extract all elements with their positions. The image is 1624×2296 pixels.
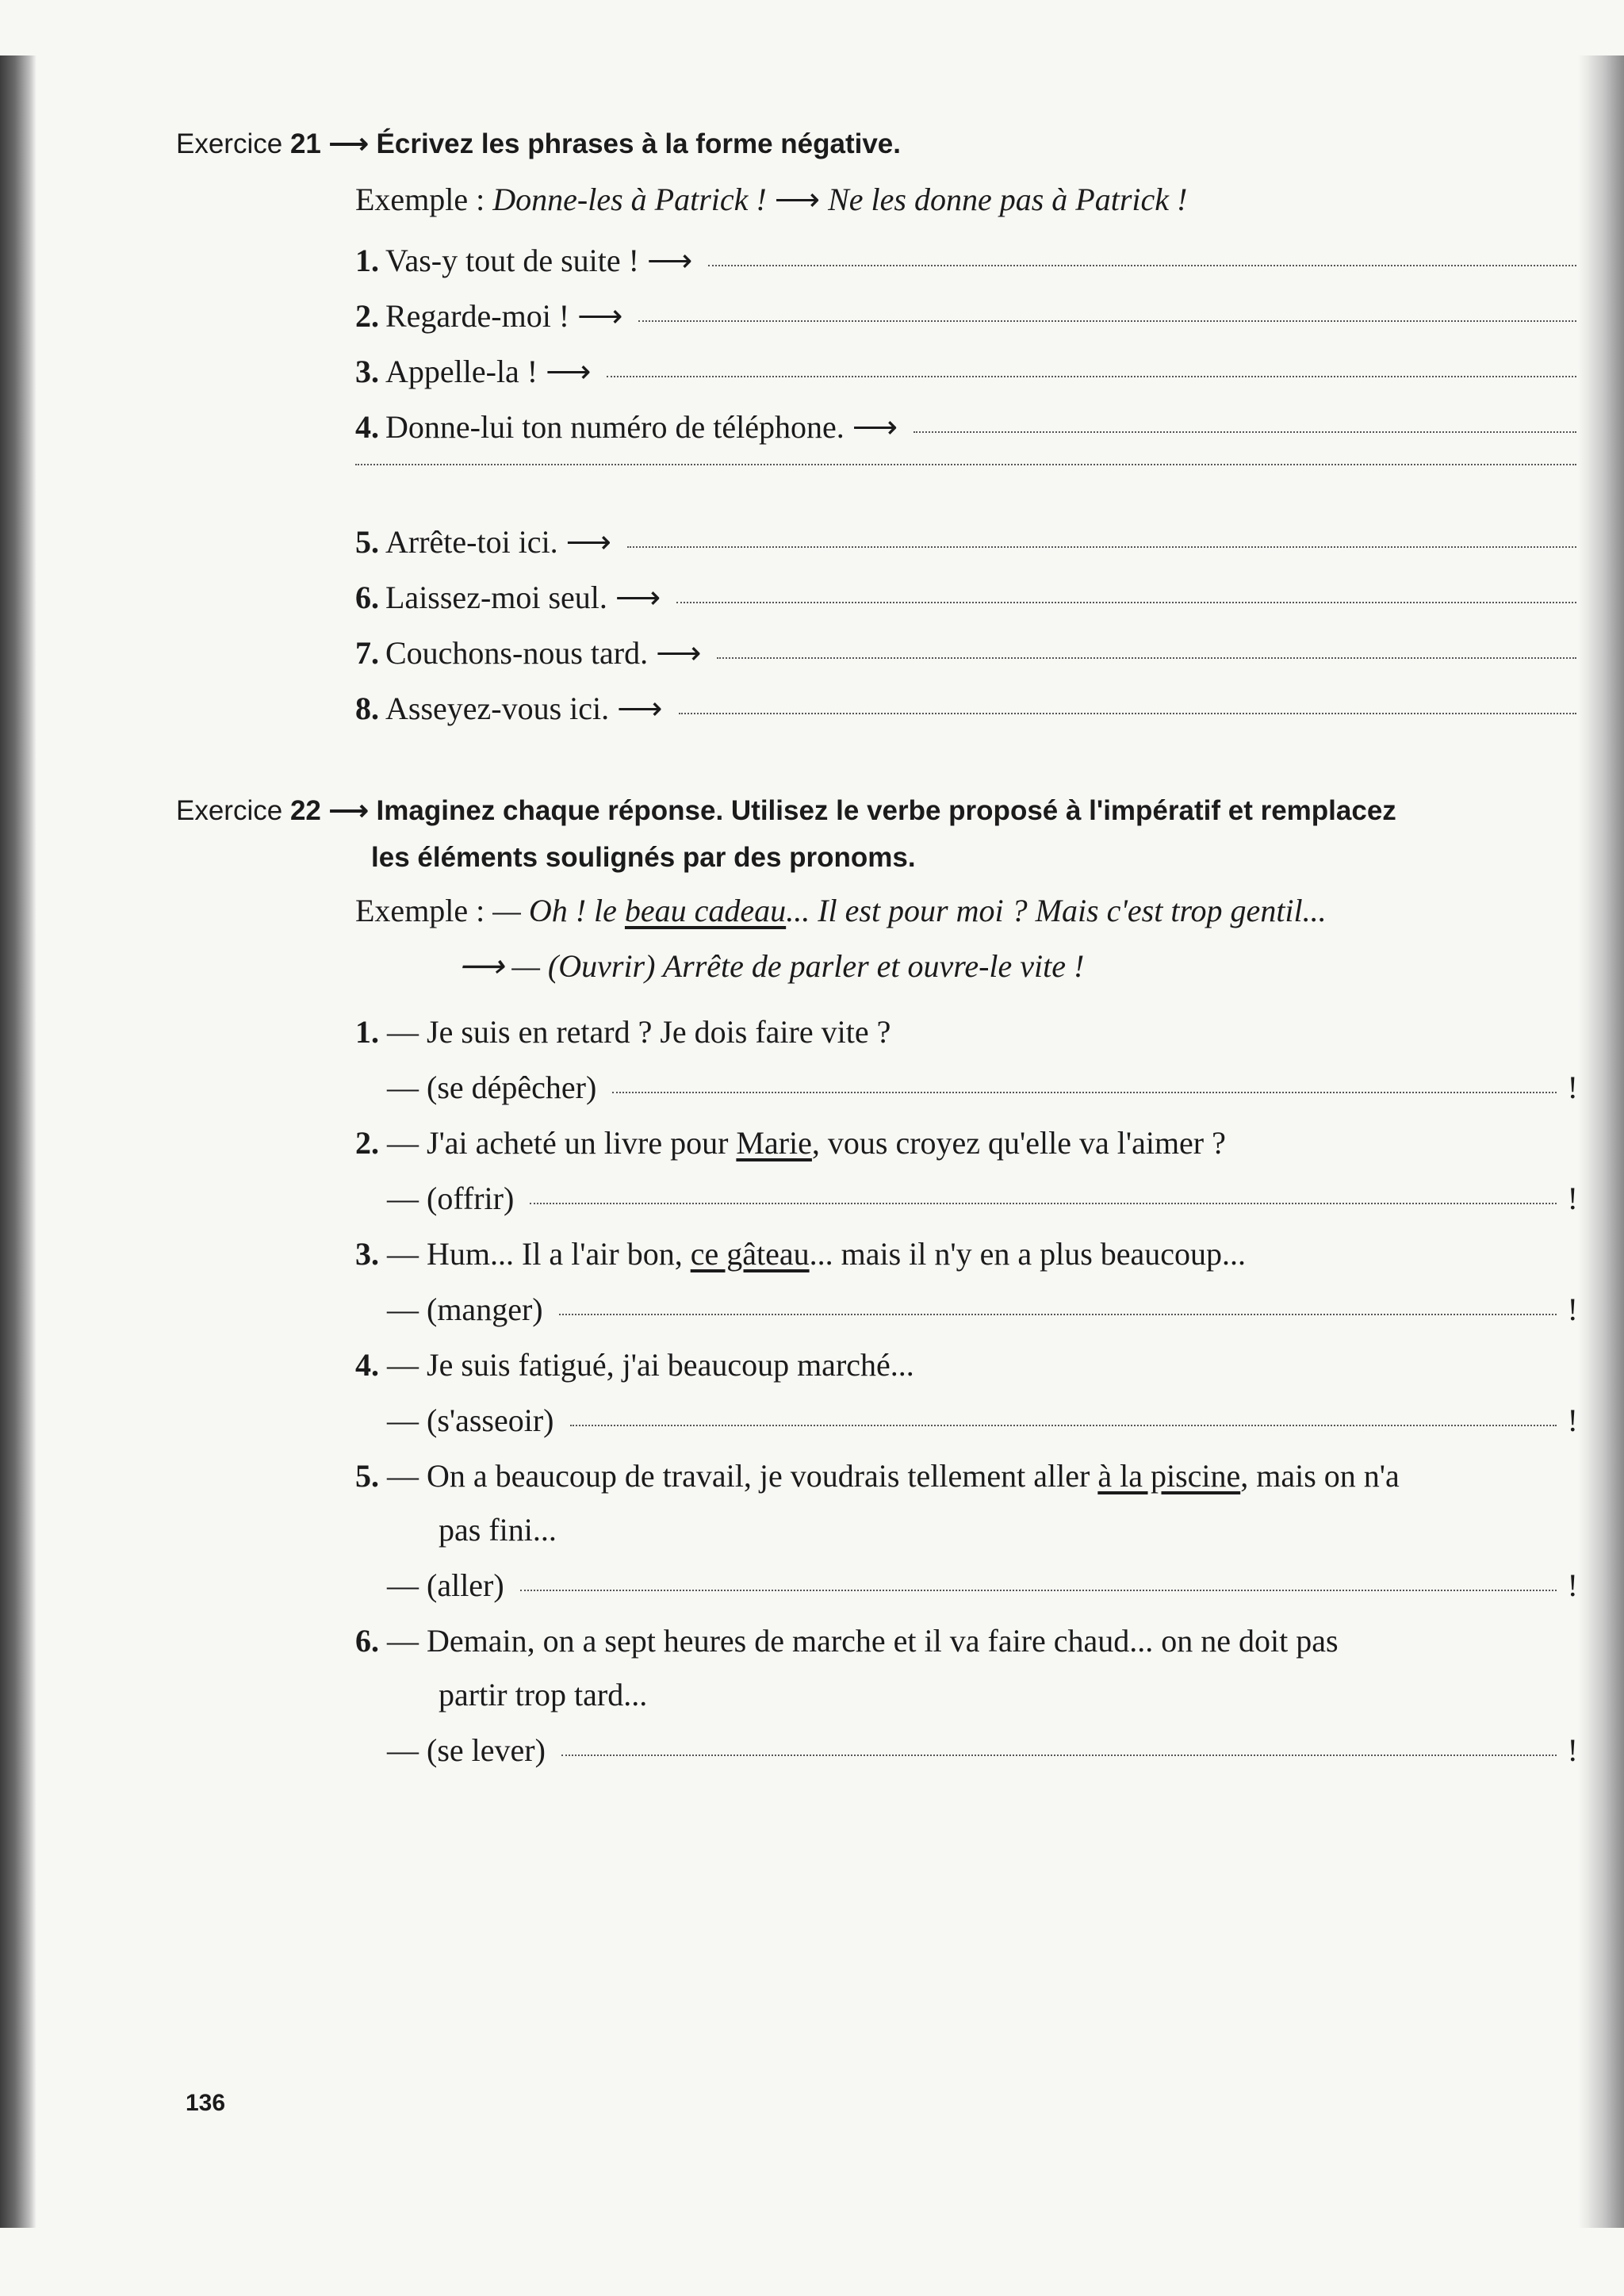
answer-line[interactable] — [561, 1754, 1557, 1756]
ex21-item-8 — [355, 690, 1576, 727]
ex22-item-3-answer — [387, 1291, 1578, 1328]
item-text: Regarde-moi ! ⟶ — [385, 298, 623, 334]
answer-line[interactable] — [520, 1589, 1557, 1591]
item-text: Appelle-la ! ⟶ — [385, 354, 592, 389]
page-number: 136 — [186, 2090, 226, 2116]
ex21-item-4 — [355, 408, 1576, 446]
exclamation-mark: ! — [1567, 1402, 1578, 1438]
arrow-icon: ⟶ — [328, 795, 369, 826]
answer-line[interactable] — [627, 545, 1576, 548]
exercise-instruction: Imaginez chaque réponse. Utilisez le verbe proposé à l'impératif et remplacez — [376, 795, 1396, 826]
answer-verb: — (se dépêcher) — [387, 1070, 597, 1105]
prompt-text: , vous croyez qu'elle va l'aimer ? — [811, 1125, 1226, 1161]
exercise-number: 22 — [289, 795, 321, 826]
item-number: 3. — [355, 1236, 379, 1272]
example-text: ... Il est pour moi ? Mais c'est trop gentil... — [786, 893, 1327, 928]
item-number: 2. — [355, 298, 379, 334]
page-right-shadow — [1578, 55, 1624, 2228]
item-number: 1. — [355, 243, 379, 278]
item-number: 4. — [355, 409, 379, 445]
ex21-item-1 — [355, 242, 1576, 279]
prompt-text: — Je suis en retard ? Je dois faire vite ? — [387, 1014, 891, 1050]
ex22-item-6-prompt-continued: partir trop tard... — [439, 1677, 648, 1712]
example-prompt: Donne-les à Patrick ! — [492, 182, 767, 217]
exercise-number: 21 — [289, 128, 321, 159]
answer-verb: — (s'asseoir) — [387, 1402, 554, 1438]
prompt-text: ... mais il n'y en a plus beaucoup... — [809, 1236, 1247, 1272]
item-number: 5. — [355, 1458, 379, 1494]
answer-line[interactable] — [559, 1313, 1557, 1315]
answer-line[interactable] — [355, 463, 1576, 465]
exercise-22-example-line-2: ⟶ — (Ouvrir) Arrête de parler et ouvre-le vite ! — [458, 948, 1085, 984]
item-number: 2. — [355, 1125, 379, 1161]
item-number: 1. — [355, 1014, 379, 1050]
answer-line[interactable] — [679, 712, 1577, 714]
page-left-shadow — [0, 55, 36, 2228]
prompt-text: , mais on n'a — [1240, 1458, 1400, 1494]
ex21-item-6 — [355, 579, 1576, 616]
item-text: Donne-lui ton numéro de téléphone. ⟶ — [385, 409, 898, 445]
exclamation-mark: ! — [1567, 1292, 1578, 1327]
item-number: 7. — [355, 635, 379, 671]
exercise-label: Exercice — [176, 795, 283, 826]
prompt-text: — On a beaucoup de travail, je voudrais tellement aller — [387, 1458, 1098, 1494]
prompt-text: — Demain, on a sept heures de marche et il va faire chaud... on ne doit pas — [387, 1623, 1339, 1659]
prompt-text: — Hum... Il a l'air bon, — [387, 1236, 691, 1272]
exclamation-mark: ! — [1567, 1181, 1578, 1216]
item-text: Couchons-nous tard. ⟶ — [385, 635, 702, 671]
item-number: 5. — [355, 524, 379, 560]
exclamation-mark: ! — [1567, 1567, 1578, 1603]
ex22-item-4-answer — [387, 1402, 1578, 1439]
exclamation-mark: ! — [1567, 1732, 1578, 1768]
answer-verb: — (se lever) — [387, 1732, 546, 1768]
ex22-item-5-answer — [387, 1567, 1578, 1604]
exercise-21-heading — [176, 128, 901, 160]
exercise-22-example-line-1 — [355, 892, 1327, 929]
underlined-text: Marie — [736, 1125, 812, 1161]
item-number: 8. — [355, 691, 379, 726]
prompt-text: — J'ai acheté un livre pour — [387, 1125, 737, 1161]
ex22-item-6-prompt — [355, 1622, 1339, 1659]
item-text: Laissez-moi seul. ⟶ — [385, 580, 661, 615]
exclamation-mark: ! — [1567, 1070, 1578, 1105]
ex22-item-1-answer — [387, 1069, 1578, 1106]
example-label: Exemple : — [355, 893, 493, 928]
example-text: — Oh ! le — [492, 893, 625, 928]
item-number: 6. — [355, 580, 379, 615]
ex22-item-5-prompt — [355, 1457, 1400, 1494]
answer-line[interactable] — [570, 1424, 1557, 1426]
item-number: 4. — [355, 1347, 379, 1383]
answer-line[interactable] — [914, 430, 1576, 433]
item-number: 3. — [355, 354, 379, 389]
ex21-item-5 — [355, 523, 1576, 561]
exercise-instruction: Écrivez les phrases à la forme négative. — [376, 128, 901, 159]
exercise-22-heading — [176, 795, 1396, 827]
underlined-text: à la piscine — [1097, 1458, 1241, 1494]
ex21-item-2 — [355, 297, 1576, 335]
ex21-item-3 — [355, 353, 1576, 390]
ex21-item-4-continuation — [355, 468, 1576, 470]
answer-line[interactable] — [708, 264, 1576, 266]
ex22-item-2-answer — [387, 1180, 1578, 1217]
example-label: Exemple : — [355, 182, 493, 217]
answer-line[interactable] — [676, 601, 1576, 603]
item-text: Vas-y tout de suite ! ⟶ — [385, 243, 693, 278]
item-number: 6. — [355, 1623, 379, 1659]
underlined-text: beau cadeau — [624, 893, 787, 928]
prompt-text: — Je suis fatigué, j'ai beaucoup marché... — [387, 1347, 914, 1383]
answer-line[interactable] — [612, 1091, 1556, 1093]
answer-verb: — (manger) — [387, 1292, 543, 1327]
exercise-label: Exercice — [176, 128, 283, 159]
arrow-icon: ⟶ — [774, 182, 821, 217]
arrow-icon: ⟶ — [328, 128, 369, 159]
exercise-instruction-continued: les éléments soulignés par des pronoms. — [371, 842, 916, 873]
example-answer: Ne les donne pas à Patrick ! — [828, 182, 1188, 217]
ex21-item-7 — [355, 634, 1576, 672]
ex22-item-1-prompt — [355, 1013, 891, 1050]
answer-verb: — (offrir) — [387, 1181, 515, 1216]
ex22-item-4-prompt — [355, 1346, 914, 1383]
answer-line[interactable] — [530, 1202, 1556, 1204]
underlined-text: ce gâteau — [690, 1236, 810, 1272]
answer-verb: — (aller) — [387, 1567, 504, 1603]
answer-line[interactable] — [607, 375, 1576, 377]
answer-line[interactable] — [638, 320, 1576, 322]
ex22-item-6-answer — [387, 1732, 1578, 1769]
item-text: Asseyez-vous ici. ⟶ — [385, 691, 663, 726]
ex22-item-3-prompt — [355, 1235, 1246, 1272]
ex22-item-5-prompt-continued: pas fini... — [439, 1512, 557, 1548]
exercise-21-example — [355, 181, 1187, 218]
answer-line[interactable] — [717, 656, 1576, 659]
ex22-item-2-prompt — [355, 1124, 1226, 1161]
item-text: Arrête-toi ici. ⟶ — [385, 524, 612, 560]
